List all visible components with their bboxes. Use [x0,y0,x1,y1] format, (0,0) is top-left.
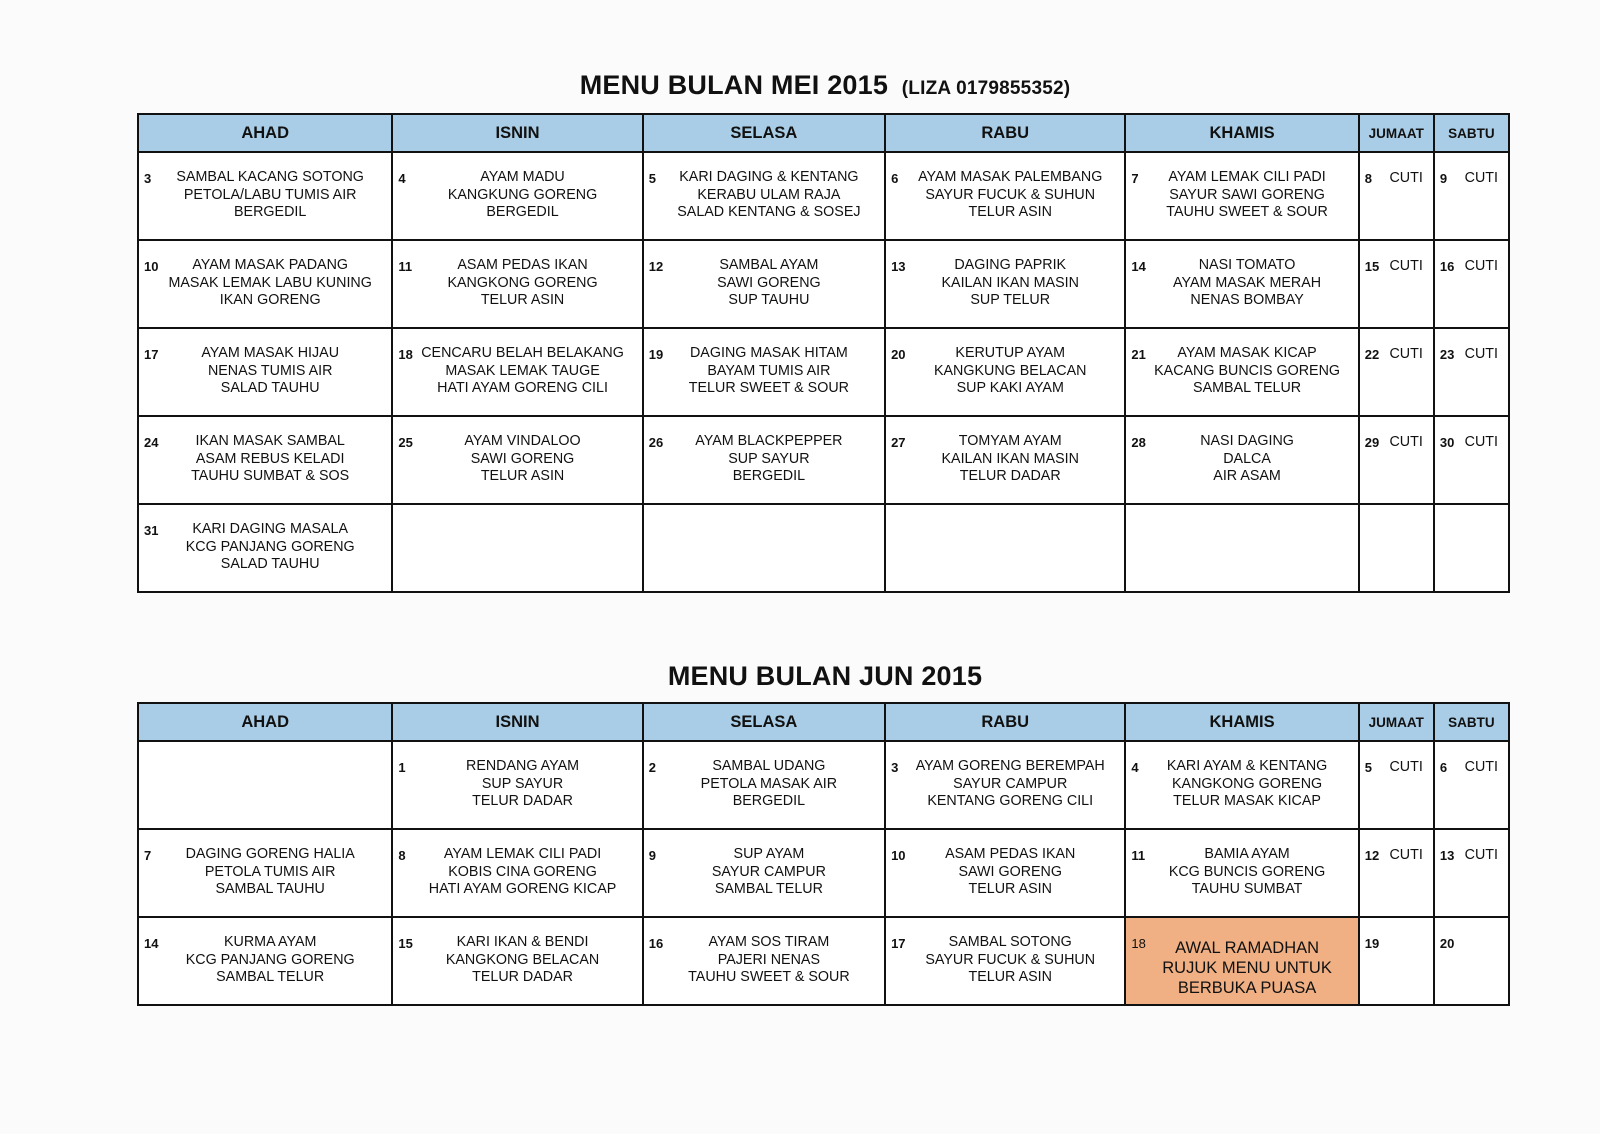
day-cell [138,829,392,917]
day-number: 30 [1439,435,1455,450]
day-number: 7 [1131,171,1139,186]
menu-item: SAYUR CAMPUR [711,863,826,880]
menu-item: TELUR MASAK KICAP [1173,793,1321,810]
day-number: 27 [891,435,906,450]
day-cell-special [1125,917,1358,1005]
menu-item: KCG PANJANG GORENG [185,538,355,555]
menu-item: AYAM GORENG BEREMPAH [915,758,1105,774]
day-cell [643,741,885,829]
menu-item: KARI DAGING & KENTANG [679,169,859,185]
week-row [138,416,1509,504]
empty-day-cell [643,504,885,592]
may-calendar-table [137,113,1510,593]
menu-item: SALAD TAUHU [220,556,320,573]
day-header-isnin: ISNIN [392,114,642,152]
day-number: 31 [144,523,159,538]
day-number: 8 [398,848,406,863]
day-header-jumaat: JUMAAT [1359,114,1434,152]
menu-items [644,417,884,486]
day-number: 9 [648,848,656,863]
day-cell [138,152,392,240]
day-cell [885,416,1125,504]
day-cell [885,917,1125,1005]
menu-items [139,153,391,222]
day-number: 1 [398,760,406,775]
menu-item: NASI DAGING [1200,433,1294,449]
day-number: 8 [1364,171,1372,186]
menu-item: KCG PANJANG GORENG [185,951,355,968]
day-number: 29 [1364,435,1380,450]
menu-items [644,153,884,222]
menu-item: AYAM SOS TIRAM [708,934,830,950]
may-calendar-body [138,152,1509,592]
holiday-label: CUTI [1464,170,1498,186]
menu-items [1126,153,1357,222]
menu-item: AWAL RAMADHAN [1175,939,1320,957]
menu-item: SAMBAL AYAM [719,257,819,273]
menu-item: SUP SAYUR [481,775,564,792]
day-number: 15 [398,936,413,951]
week-row [138,240,1509,328]
day-number: 21 [1131,347,1146,362]
day-number: 24 [144,435,159,450]
day-number: 13 [891,259,906,274]
menu-item: ASAM PEDAS IKAN [945,846,1076,862]
menu-item: BERGEDIL [486,204,559,221]
day-cell [885,829,1125,917]
day-number: 12 [1364,848,1380,863]
day-number: 6 [1439,760,1448,775]
holiday-label: CUTI [1389,759,1423,775]
menu-item: SAYUR FUCUK & SUHUN [925,951,1096,968]
menu-item: BERBUKA PUASA [1177,979,1317,997]
empty-day-cell [138,741,392,829]
day-number: 4 [398,171,406,186]
menu-item: AYAM VINDALOO [464,433,581,449]
day-cell [1359,829,1434,917]
may-subtitle-contact: (LIZA 0179855352) [901,78,1071,99]
menu-item: TAUHU SWEET & SOUR [688,969,850,986]
menu-item: KARI AYAM & KENTANG [1166,758,1328,774]
day-number: 18 [1131,936,1146,951]
day-header-selasa: SELASA [643,703,885,741]
day-cell [643,829,885,917]
day-number: 3 [144,171,152,186]
menu-item: DAGING GORENG HALIA [185,846,355,862]
day-cell [1434,917,1509,1005]
menu-item: AYAM MASAK HIJAU [201,345,340,361]
day-header-khamis: KHAMIS [1125,114,1358,152]
menu-item: TELUR ASIN [480,468,565,485]
menu-item: KANGKONG BELACAN [445,951,600,968]
menu-item: KENTANG GORENG CILI [927,793,1094,810]
day-cell [1125,328,1358,416]
menu-item: NASI TOMATO [1198,257,1296,273]
menu-items [1126,742,1357,811]
menu-item: KAILAN IKAN MASIN [941,274,1079,291]
menu-items [393,329,641,398]
menu-item: KANGKONG GORENG [447,274,598,291]
menu-item: SUP KAKI AYAM [956,380,1064,397]
day-cell [1434,240,1509,328]
menu-item: CENCARU BELAH BELAKANG [421,345,624,361]
day-cell [643,240,885,328]
day-cell [1434,416,1509,504]
menu-item: NENAS BOMBAY [1190,292,1304,309]
day-cell [1434,741,1509,829]
day-cell [1359,152,1434,240]
menu-item: SUP AYAM [733,846,805,862]
menu-items [644,830,884,899]
menu-item: TELUR DADAR [959,468,1061,485]
day-cell [643,328,885,416]
menu-item: KOBIS CINA GORENG [448,863,597,880]
day-cell [1125,829,1358,917]
menu-item: SAMBAL TELUR [714,881,823,898]
menu-items [393,153,641,222]
day-cell [392,152,642,240]
holiday-label: CUTI [1464,258,1498,274]
day-number: 4 [1131,760,1139,775]
day-cell [643,917,885,1005]
day-number: 14 [144,936,159,951]
day-header-jumaat: JUMAAT [1359,703,1434,741]
day-number: 9 [1439,171,1448,186]
day-number: 5 [648,171,656,186]
day-cell [392,829,642,917]
day-cell [138,917,392,1005]
menu-items [393,417,641,486]
menu-item: KARI IKAN & BENDI [456,934,589,950]
day-number: 14 [1131,259,1146,274]
empty-day-cell [392,504,642,592]
menu-item: DALCA [1223,450,1271,467]
day-cell [392,240,642,328]
menu-item: KURMA AYAM [223,934,317,950]
menu-items [139,830,391,899]
menu-item: TELUR DADAR [472,793,573,810]
day-header-sabtu: SABTU [1434,114,1509,152]
day-header-selasa: SELASA [643,114,885,152]
day-cell [1125,152,1358,240]
day-header-rabu: RABU [885,114,1125,152]
menu-item: SALAD TAUHU [220,380,320,397]
day-header-sabtu: SABTU [1434,703,1509,741]
day-cell [643,152,885,240]
menu-item: RUJUK MENU UNTUK [1162,959,1332,977]
day-header-isnin: ISNIN [392,703,642,741]
menu-item: SAWI GORENG [470,450,575,467]
menu-items [139,329,391,398]
empty-day-cell [1125,504,1358,592]
day-number: 20 [1439,936,1455,951]
menu-items [139,417,391,486]
holiday-label: CUTI [1464,434,1498,450]
day-number: 11 [1131,848,1146,863]
may-header-row [138,114,1509,152]
may-title-text: MENU BULAN MEI 2015 [579,70,889,100]
may-menu-title [0,70,1600,101]
menu-items [393,830,641,899]
menu-items [886,830,1124,899]
day-number: 15 [1364,259,1380,274]
empty-day-cell [1359,504,1434,592]
menu-item: SAMBAL SOTONG [948,934,1072,950]
menu-item: SAYUR CAMPUR [953,775,1068,792]
day-number: 16 [1439,259,1455,274]
holiday-label: CUTI [1464,847,1498,863]
holiday-label: CUTI [1464,346,1498,362]
menu-item: TELUR ASIN [968,204,1052,221]
menu-item: SAMBAL TAUHU [215,881,325,898]
menu-items [644,742,884,811]
menu-item: AIR ASAM [1213,468,1281,485]
menu-item: AYAM MASAK PADANG [192,257,349,273]
menu-item: TAUHU SUMBAT [1191,881,1303,898]
menu-items [886,742,1124,811]
menu-item: SAMBAL KACANG SOTONG [176,169,364,185]
empty-day-cell [1434,504,1509,592]
menu-item: SAMBAL UDANG [712,758,826,774]
day-cell [1359,741,1434,829]
menu-item: PETOLA TUMIS AIR [204,863,336,880]
menu-items [1126,417,1357,486]
menu-items [644,241,884,310]
menu-item: KARI DAGING MASALA [192,521,349,537]
menu-item: BAYAM TUMIS AIR [707,362,831,379]
week-row [138,741,1509,829]
day-number: 3 [891,760,899,775]
day-header-ahad: AHAD [138,114,392,152]
menu-item: AYAM MASAK PALEMBANG [918,169,1103,185]
day-number: 19 [648,347,664,362]
day-header-rabu: RABU [885,703,1125,741]
menu-item: AYAM MASAK MERAH [1173,274,1322,291]
menu-items [886,417,1124,486]
menu-item: AYAM MASAK KICAP [1177,345,1317,361]
menu-item: SAYUR FUCUK & SUHUN [925,186,1096,203]
menu-item: TELUR ASIN [480,292,565,309]
day-cell [885,328,1125,416]
menu-item: TELUR ASIN [968,969,1052,986]
day-cell [885,152,1125,240]
menu-items [644,918,884,987]
menu-item: ASAM REBUS KELADI [195,450,345,467]
day-number: 12 [648,259,664,274]
day-number: 5 [1364,760,1372,775]
menu-items [393,742,641,811]
june-menu-title [0,661,1600,692]
day-header-khamis: KHAMIS [1125,703,1358,741]
menu-items [139,241,391,310]
day-cell [392,917,642,1005]
june-calendar-table [137,702,1510,1006]
menu-item: TOMYAM AYAM [958,433,1062,449]
menu-items [886,918,1124,987]
june-header-row [138,703,1509,741]
menu-item: SAMBAL TELUR [1193,380,1302,397]
menu-item: KERUTUP AYAM [955,345,1066,361]
menu-item: AYAM BLACKPEPPER [695,433,843,449]
menu-item: SAYUR SAWI GORENG [1169,186,1325,203]
menu-item: TAUHU SUMBAT & SOS [191,468,350,485]
day-number: 28 [1131,435,1146,450]
week-row [138,504,1509,592]
menu-item: SAMBAL TELUR [216,969,325,986]
day-cell [1359,917,1434,1005]
menu-item: AYAM LEMAK CILI PADI [1168,169,1326,185]
menu-items [1126,918,1357,998]
day-cell [1434,829,1509,917]
day-cell [1434,152,1509,240]
menu-items [1126,830,1357,899]
day-header-ahad: AHAD [138,703,392,741]
day-number: 18 [398,347,413,362]
menu-item: HATI AYAM GORENG KICAP [428,881,617,898]
menu-item: IKAN MASAK SAMBAL [195,433,345,449]
holiday-label: CUTI [1389,434,1423,450]
day-cell [885,240,1125,328]
day-number: 25 [398,435,413,450]
menu-item: NENAS TUMIS AIR [207,362,333,379]
menu-item: HATI AYAM GORENG CILI [437,380,608,397]
menu-item: AYAM LEMAK CILI PADI [443,846,602,862]
day-number: 7 [144,848,152,863]
week-row [138,328,1509,416]
menu-items [393,918,641,987]
menu-item: DAGING MASAK HITAM [689,345,848,361]
menu-item: KACANG BUNCIS GORENG [1154,362,1341,379]
holiday-label: CUTI [1389,170,1423,186]
menu-item: AYAM MADU [480,169,565,185]
june-title-text: MENU BULAN JUN 2015 [667,661,983,691]
day-number: 2 [648,760,656,775]
day-number: 26 [648,435,664,450]
menu-items [1126,329,1357,398]
menu-item: PAJERI NENAS [717,951,820,968]
empty-day-cell [885,504,1125,592]
menu-item: SAWI GORENG [958,863,1062,880]
menu-item: SUP SAYUR [728,450,810,467]
menu-item: TAUHU SWEET & SOUR [1166,204,1328,221]
day-cell [643,416,885,504]
menu-item: TELUR ASIN [968,881,1052,898]
day-cell [1359,416,1434,504]
menu-item: TELUR SWEET & SOUR [688,380,849,397]
day-cell [1359,240,1434,328]
day-number: 10 [891,848,906,863]
menu-item: PETOLA/LABU TUMIS AIR [183,186,357,203]
day-number: 13 [1439,848,1455,863]
menu-item: TELUR DADAR [472,969,573,986]
menu-item: SAWI GORENG [717,274,821,291]
menu-item: KCG BUNCIS GORENG [1168,863,1326,880]
menu-items [139,918,391,987]
menu-item: BERGEDIL [732,793,806,810]
menu-item: SALAD KENTANG & SOSEJ [677,204,861,221]
menu-item: BAMIA AYAM [1204,846,1290,862]
menu-items [886,153,1124,222]
menu-item: IKAN GORENG [219,292,321,309]
day-cell [392,741,642,829]
day-cell [138,328,392,416]
day-cell [138,504,392,592]
week-row [138,152,1509,240]
menu-item: PETOLA MASAK AIR [700,775,838,792]
menu-items [393,241,641,310]
june-calendar-body [138,741,1509,1005]
menu-item: KAILAN IKAN MASIN [941,450,1079,467]
menu-item: DAGING PAPRIK [954,257,1067,273]
day-number: 11 [398,259,413,274]
week-row [138,829,1509,917]
menu-item: SUP TELUR [970,292,1051,309]
holiday-label: CUTI [1464,759,1498,775]
menu-item: KANGKONG GORENG [1172,775,1323,792]
menu-item: KERABU ULAM RAJA [697,186,841,203]
menu-item: BERGEDIL [732,468,806,485]
day-cell [138,240,392,328]
day-cell [1125,240,1358,328]
menu-item: KANGKUNG BELACAN [933,362,1087,379]
menu-items [886,329,1124,398]
holiday-label: CUTI [1389,346,1423,362]
day-number: 22 [1364,347,1380,362]
day-cell [1125,416,1358,504]
day-number: 19 [1364,936,1380,951]
day-number: 17 [144,347,159,362]
day-cell [392,416,642,504]
menu-item: MASAK LEMAK LABU KUNING [168,274,372,291]
menu-item: KANGKUNG GORENG [447,186,598,203]
menu-item: BERGEDIL [234,204,307,221]
day-number: 10 [144,259,159,274]
menu-items [1126,241,1357,310]
day-cell [1434,328,1509,416]
menu-item: RENDANG AYAM [466,758,580,774]
menu-items [886,241,1124,310]
day-number: 17 [891,936,906,951]
menu-item: MASAK LEMAK TAUGE [445,362,600,379]
holiday-label: CUTI [1389,258,1423,274]
day-number: 20 [891,347,906,362]
day-cell [1359,328,1434,416]
day-number: 23 [1439,347,1455,362]
menu-item: ASAM PEDAS IKAN [457,257,588,273]
day-cell [138,416,392,504]
menu-items [644,329,884,398]
day-cell [885,741,1125,829]
day-number: 6 [891,171,899,186]
menu-item: SUP TAUHU [728,292,810,309]
day-cell [1125,741,1358,829]
week-row [138,917,1509,1005]
menu-items [139,505,391,574]
holiday-label: CUTI [1389,847,1423,863]
day-cell [392,328,642,416]
day-number: 16 [648,936,664,951]
